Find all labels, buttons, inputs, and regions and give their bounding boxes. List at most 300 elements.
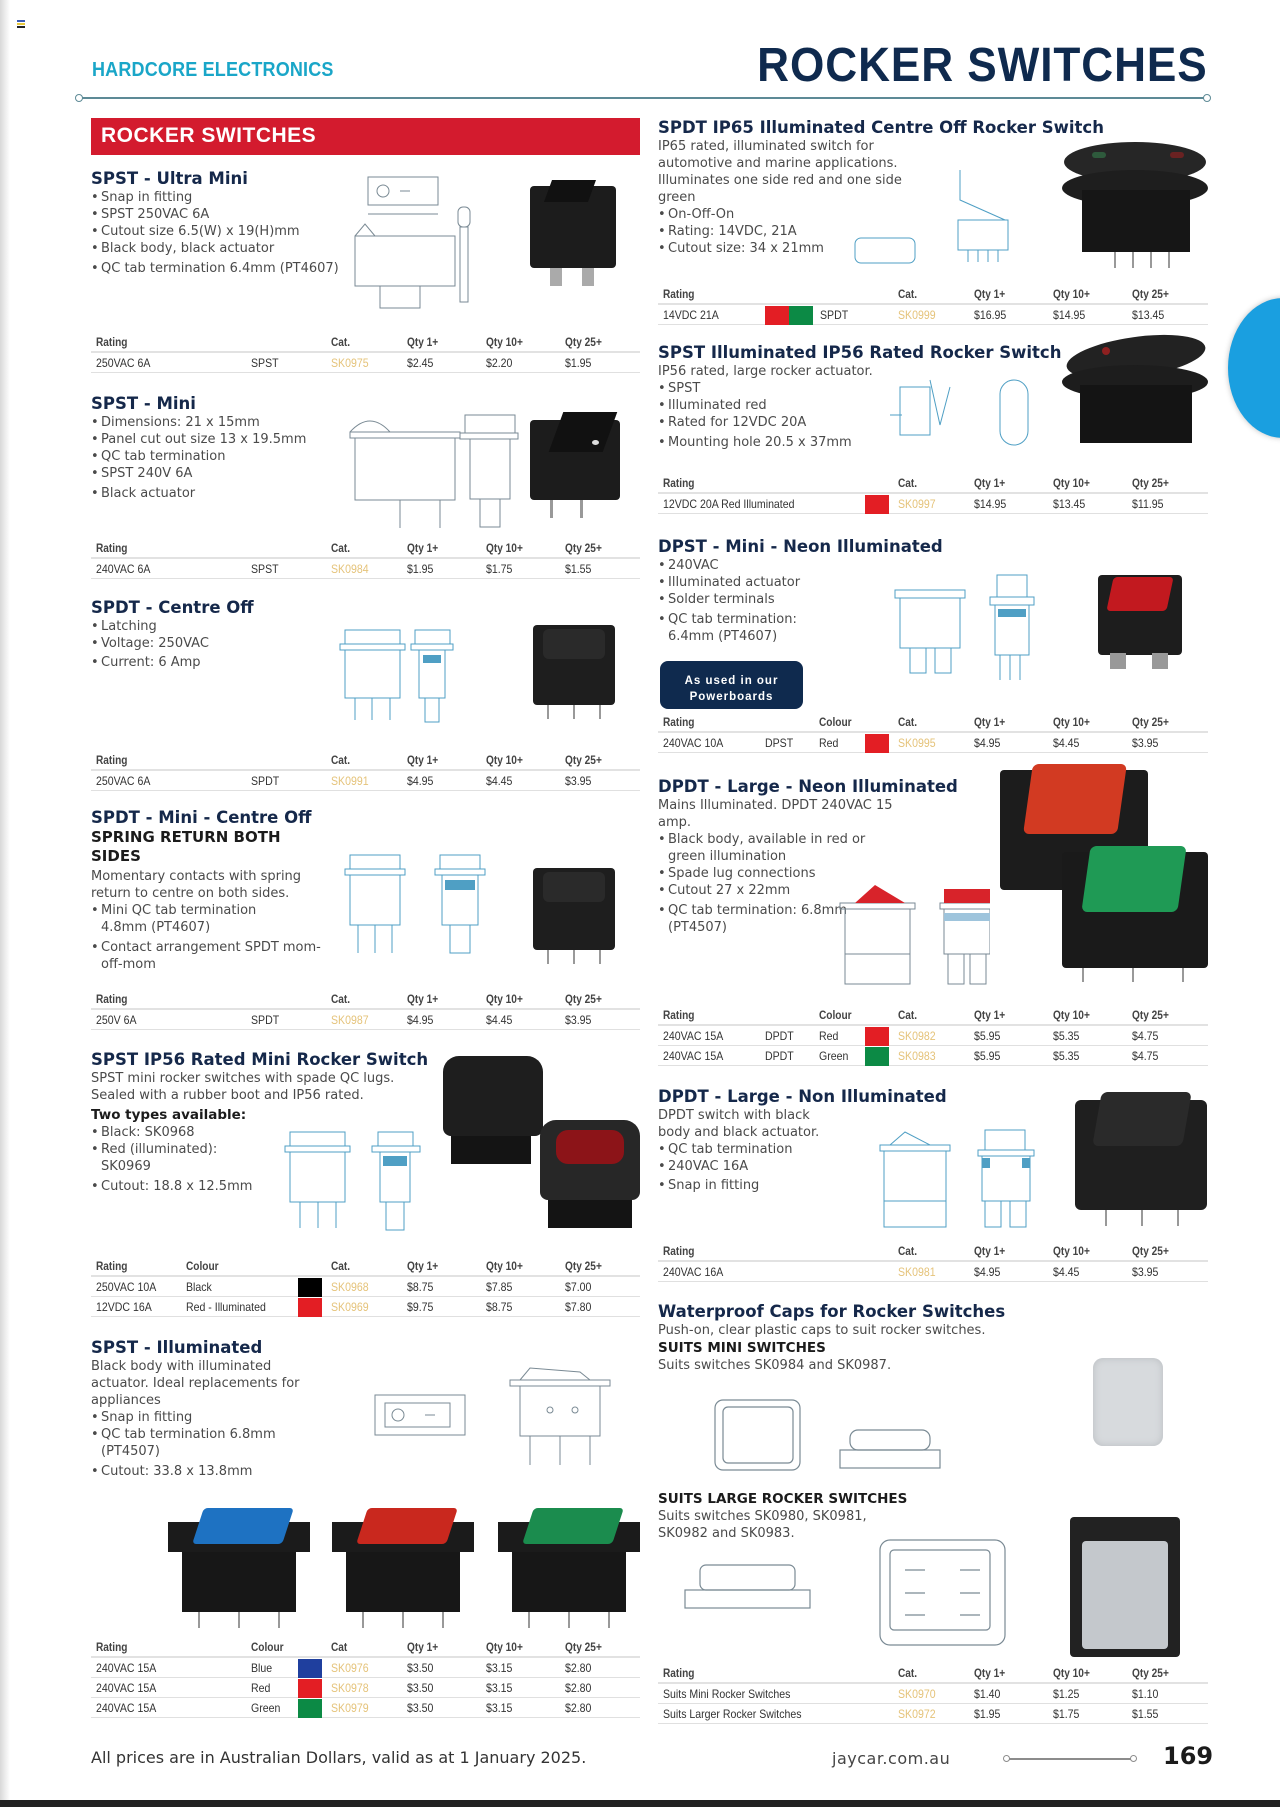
col-cat: Cat.: [331, 755, 351, 767]
col-qty25: Qty 25+: [565, 1642, 602, 1654]
table-header-row: [91, 990, 640, 1010]
product-photo-dpdt-neon-green: [1062, 852, 1208, 968]
table-row: [658, 733, 1208, 753]
col-cat: Cat.: [898, 1246, 918, 1258]
col-qty1: Qty 1+: [407, 1261, 439, 1273]
table-header-row: [658, 1006, 1208, 1026]
col-qty1: Qty 1+: [974, 1668, 1006, 1680]
feature-item: • QC tab termination 6.8mm (PT4507): [91, 1426, 331, 1460]
header-divider: [78, 97, 1208, 99]
cat-code-link[interactable]: SK0979: [331, 1701, 369, 1715]
feature-item: • Rating: 14VDC, 21A: [658, 223, 1098, 240]
col-qty10: Qty 10+: [1053, 717, 1090, 729]
rating-cell: 240VAC 15A: [663, 1049, 724, 1063]
feature-item: • QC tab termination: 6.4mm (PT4607): [658, 611, 823, 645]
page-title: ROCKER SWITCHES: [757, 39, 1208, 92]
rating-cell: 12VDC 16A: [96, 1300, 152, 1314]
price-qty1: $3.50: [407, 1661, 434, 1675]
price-qty1: $2.45: [407, 356, 434, 370]
price-table: [658, 1242, 1208, 1282]
footer-divider: [1006, 1758, 1134, 1760]
col-colour: Colour: [819, 717, 852, 729]
product-title: DPDT - Large - Neon Illuminated: [658, 777, 958, 796]
colour-swatch-red: [865, 495, 889, 514]
price-qty25: $1.95: [565, 356, 592, 370]
col-colour: Colour: [251, 1642, 284, 1654]
col-qty1: Qty 1+: [974, 717, 1006, 729]
col-rating: Rating: [96, 1261, 128, 1273]
price-qty25: $1.55: [565, 562, 592, 576]
dimension-drawing: [820, 875, 990, 995]
price-disclaimer: All prices are in Australian Dollars, valid as at 1 January 2025.: [91, 1748, 587, 1767]
product-title: SPDT - Centre Off: [91, 598, 254, 617]
price-qty1: $4.95: [407, 1013, 434, 1027]
mini-caps-label: SUITS MINI SWITCHES: [658, 1340, 826, 1356]
feature-item: • Contact arrangement SPDT mom-off-mom: [91, 939, 331, 973]
price-qty1: $14.95: [974, 497, 1007, 511]
col-qty25: Qty 25+: [1132, 717, 1169, 729]
price-qty1: $5.95: [974, 1029, 1001, 1043]
rating-cell: Suits Mini Rocker Switches: [663, 1687, 791, 1701]
price-table: [658, 1664, 1208, 1724]
col-qty10: Qty 10+: [1053, 1668, 1090, 1680]
bottom-bar: [0, 1800, 1280, 1807]
type-cell: SPDT: [251, 774, 280, 788]
product-title: DPST - Mini - Neon Illuminated: [658, 537, 943, 556]
col-qty10: Qty 10+: [486, 994, 523, 1006]
cat-code-link[interactable]: SK0991: [331, 774, 369, 788]
colour-cell: Green: [819, 1049, 849, 1063]
product-description: SPST mini rocker switches with spade QC lugs. Sealed with a rubber boot and IP56 rated.: [91, 1071, 395, 1103]
col-qty25: Qty 25+: [565, 337, 602, 349]
cat-code-link[interactable]: SK0981: [898, 1265, 936, 1279]
cat-code-link[interactable]: SK0984: [331, 562, 369, 576]
price-qty10: $3.15: [486, 1681, 513, 1695]
product-photo-illuminated-blue: [168, 1508, 310, 1618]
price-qty25: $4.75: [1132, 1049, 1159, 1063]
types-label: Two types available:: [91, 1107, 247, 1123]
product-spdt-centre-off: [91, 598, 351, 671]
price-table: [658, 713, 1208, 753]
price-table: [91, 539, 640, 579]
rating-cell: 250VAC 6A: [96, 356, 151, 370]
table-header-row: [658, 713, 1208, 733]
table-row: [658, 1026, 1208, 1046]
rating-cell: 240VAC 10A: [663, 736, 724, 750]
colour-swatch-green: [789, 306, 813, 325]
rating-cell: 240VAC 15A: [663, 1029, 724, 1043]
table-header-row: [91, 539, 640, 559]
product-description: IP65 rated, illuminated switch for automotive and marine applications. Illuminates one side red and one side green: [658, 139, 902, 205]
product-spst-ultra-mini: [91, 169, 351, 277]
table-row: [91, 1277, 640, 1297]
product-waterproof-caps: [658, 1302, 1058, 1374]
price-qty25: $2.80: [565, 1681, 592, 1695]
feature-list: [91, 414, 351, 502]
product-photo-spst-mini: [530, 420, 620, 500]
col-rating: Rating: [663, 717, 695, 729]
col-cat: Cat.: [898, 717, 918, 729]
dimension-drawing-large-cap: [675, 1525, 1075, 1655]
price-qty25: $2.80: [565, 1661, 592, 1675]
product-photo-spst-ultra-mini: [530, 186, 616, 268]
colour-cell: Blue: [251, 1661, 273, 1675]
feature-item: • Mounting hole 20.5 x 37mm: [658, 434, 1038, 451]
feature-list: [91, 189, 351, 277]
product-title: SPDT - Mini - Centre Off: [91, 808, 312, 827]
rating-cell: 240VAC 6A: [96, 562, 151, 576]
product-photo-illuminated-green: [498, 1508, 640, 1618]
product-photo-dpdt-large-non: [1075, 1100, 1207, 1210]
rating-cell: Suits Larger Rocker Switches: [663, 1707, 802, 1721]
dimension-drawing: [320, 845, 500, 970]
col-qty1: Qty 1+: [974, 1246, 1006, 1258]
col-qty25: Qty 25+: [1132, 1010, 1169, 1022]
product-description: Momentary contacts with spring return to centre on both sides.: [91, 869, 302, 901]
table-row: [91, 559, 640, 579]
website-link[interactable]: jaycar.com.au: [832, 1749, 951, 1768]
price-qty1: $8.75: [407, 1280, 434, 1294]
feature-item: • Illuminated actuator: [658, 574, 823, 591]
dimension-drawing: [850, 160, 1020, 270]
cat-code-link[interactable]: SK0968: [331, 1280, 369, 1294]
col-qty1: Qty 1+: [407, 994, 439, 1006]
cat-code-link[interactable]: SK0983: [898, 1049, 936, 1063]
product-spst-mini: [91, 394, 351, 502]
table-header-row: [658, 1664, 1208, 1684]
table-header-row: [91, 1638, 640, 1658]
product-title: SPST - Ultra Mini: [91, 169, 248, 188]
col-qty25: Qty 25+: [565, 755, 602, 767]
col-rating: Rating: [663, 1668, 695, 1680]
col-cat: Cat.: [898, 478, 918, 490]
feature-item: • Solder terminals: [658, 591, 823, 608]
colour-cell: Red: [251, 1681, 271, 1695]
page-edge-shadow: [0, 0, 10, 1807]
feature-item: • Mini QC tab termination 4.8mm (PT4607): [91, 902, 331, 936]
col-qty25: Qty 25+: [565, 1261, 602, 1273]
price-qty10: $4.45: [1053, 1265, 1080, 1279]
page-number: 169: [1163, 1742, 1214, 1770]
price-table: [658, 474, 1208, 514]
rating-cell: 240VAC 15A: [96, 1681, 157, 1695]
feature-item: • QC tab termination 6.4mm (PT4607): [91, 260, 351, 277]
price-qty25: $1.10: [1132, 1687, 1159, 1701]
table-row: [91, 353, 640, 373]
type-cell: SPDT: [251, 1013, 280, 1027]
price-qty1: $1.95: [407, 562, 434, 576]
price-table: [658, 1006, 1208, 1066]
table-header-row: [658, 1242, 1208, 1262]
col-rating: Rating: [96, 543, 128, 555]
dimension-drawing: [370, 1350, 640, 1470]
dimension-drawing: [335, 172, 485, 312]
col-cat: Cat.: [331, 543, 351, 555]
table-row: [658, 494, 1208, 514]
cat-code-link[interactable]: SK0969: [331, 1300, 369, 1314]
powerboards-badge[interactable]: [660, 661, 803, 709]
col-qty10: Qty 10+: [1053, 289, 1090, 301]
product-description: IP56 rated, large rocker actuator.: [658, 364, 873, 379]
colour-swatch-red: [298, 1679, 322, 1698]
price-qty25: $3.95: [1132, 736, 1159, 750]
rating-cell: 250VAC 6A: [96, 774, 151, 788]
colour-swatch-red: [765, 306, 789, 325]
feature-list: [658, 557, 823, 645]
col-qty1: Qty 1+: [407, 1642, 439, 1654]
cat-code-link[interactable]: SK0999: [898, 308, 936, 322]
price-qty1: $3.50: [407, 1701, 434, 1715]
price-qty10: $4.45: [486, 1013, 513, 1027]
price-table: [91, 1638, 640, 1718]
price-qty10: $2.20: [486, 356, 513, 370]
rating-cell: 240VAC 15A: [96, 1661, 157, 1675]
colour-cell: Green: [251, 1701, 281, 1715]
product-title: Waterproof Caps for Rocker Switches: [658, 1302, 1006, 1321]
cat-code-link[interactable]: SK0975: [331, 356, 369, 370]
dimension-drawing: [320, 410, 520, 535]
product-description: DPDT switch with black body and black actuator.: [658, 1108, 820, 1140]
price-qty1: $9.75: [407, 1300, 434, 1314]
col-rating: Rating: [663, 1246, 695, 1258]
product-description: Push-on, clear plastic caps to suit rocker switches.: [658, 1323, 986, 1338]
menu-icon[interactable]: [17, 20, 25, 28]
col-qty10: Qty 10+: [1053, 1246, 1090, 1258]
col-qty1: Qty 1+: [974, 1010, 1006, 1022]
col-qty25: Qty 25+: [1132, 1246, 1169, 1258]
col-qty10: Qty 10+: [1053, 478, 1090, 490]
price-qty10: $1.75: [1053, 1707, 1080, 1721]
product-title: SPST - Illuminated: [91, 1338, 263, 1357]
dimension-drawing: [885, 565, 1035, 695]
col-qty10: Qty 10+: [486, 543, 523, 555]
feature-item: • Red (illuminated): SK0969: [91, 1141, 271, 1175]
price-qty1: $5.95: [974, 1049, 1001, 1063]
price-qty25: $4.75: [1132, 1029, 1159, 1043]
feature-item: • Cutout size 6.5(W) x 19(H)mm: [91, 223, 351, 240]
colour-swatch-green: [298, 1699, 322, 1718]
price-qty1: $1.95: [974, 1707, 1001, 1721]
feature-item: • Illuminated red: [658, 397, 1038, 414]
table-row: [658, 1262, 1208, 1282]
price-table: [91, 751, 640, 791]
product-photo-illuminated-red: [332, 1508, 474, 1618]
colour-swatch-blue: [298, 1659, 322, 1678]
colour-cell: Red: [819, 1029, 839, 1043]
col-cat: Cat: [331, 1642, 348, 1654]
col-rating: Rating: [663, 478, 695, 490]
product-photo-spdt-ip65: [1062, 142, 1208, 262]
cat-code-link[interactable]: SK0995: [898, 736, 936, 750]
colour-cell: Black: [186, 1280, 212, 1294]
col-colour: Colour: [819, 1010, 852, 1022]
feature-item: • Rated for 12VDC 20A: [658, 414, 1038, 431]
rating-cell: 240VAC 16A: [663, 1265, 724, 1279]
col-qty10: Qty 10+: [486, 1642, 523, 1654]
price-qty10: $3.15: [486, 1701, 513, 1715]
product-title: SPST IP56 Rated Mini Rocker Switch: [91, 1050, 429, 1069]
col-qty1: Qty 1+: [407, 755, 439, 767]
product-title: SPST - Mini: [91, 394, 196, 413]
product-title: DPDT - Large - Non Illuminated: [658, 1087, 947, 1106]
cat-code-link[interactable]: SK0987: [331, 1013, 369, 1027]
price-qty10: $1.75: [486, 562, 513, 576]
col-colour: Colour: [186, 1261, 219, 1273]
product-title: SPST Illuminated IP56 Rated Rocker Switch: [658, 343, 1062, 362]
dimension-drawing: [268, 1120, 438, 1245]
colour-swatch-red: [865, 1027, 889, 1046]
dimension-drawing: [315, 620, 455, 740]
product-photo-spdt-centre-off: [533, 625, 615, 705]
price-qty25: $7.80: [565, 1300, 592, 1314]
feature-item: • QC tab termination: [91, 448, 351, 465]
table-header-row: [91, 1257, 640, 1277]
product-photo-mini-cap: [1093, 1358, 1163, 1446]
feature-item: • SPST 240V 6A: [91, 465, 351, 482]
feature-item: • Snap in fitting: [658, 1177, 858, 1194]
feature-item: • Cutout 27 x 22mm: [658, 882, 888, 899]
feature-item: • Black actuator: [91, 485, 351, 502]
product-photo-large-cap: [1070, 1517, 1180, 1657]
feature-item: • 240VAC: [658, 557, 823, 574]
rating-cell: 14VDC 21A: [663, 308, 719, 322]
section-banner: ROCKER SWITCHES: [91, 118, 640, 155]
col-qty25: Qty 25+: [1132, 289, 1169, 301]
col-cat: Cat.: [331, 337, 351, 349]
product-spdt-mini-centre-off: [91, 808, 331, 973]
product-photo-ip56-red: [540, 1120, 640, 1200]
colour-swatch-green: [865, 1047, 889, 1066]
price-qty1: $16.95: [974, 308, 1007, 322]
col-qty1: Qty 1+: [407, 543, 439, 555]
cat-code-link[interactable]: SK0976: [331, 1661, 369, 1675]
feature-list: [658, 1141, 858, 1194]
cat-code-link[interactable]: SK0997: [898, 497, 936, 511]
col-qty25: Qty 25+: [1132, 1668, 1169, 1680]
col-cat: Cat.: [898, 1668, 918, 1680]
product-description: Mains Illuminated. DPDT 240VAC 15 amp.: [658, 798, 893, 830]
feature-item: • Snap in fitting: [91, 189, 351, 206]
feature-list: [91, 1124, 271, 1195]
price-qty10: $4.45: [1053, 736, 1080, 750]
col-rating: Rating: [663, 1010, 695, 1022]
cat-code-link[interactable]: SK0970: [898, 1687, 936, 1701]
product-photo-spdt-mini-centre-off: [533, 868, 615, 950]
col-cat: Cat.: [331, 994, 351, 1006]
type-cell: DPDT: [765, 1049, 794, 1063]
col-rating: Rating: [96, 337, 128, 349]
price-qty10: $14.95: [1053, 308, 1086, 322]
table-row: [91, 1010, 640, 1030]
price-qty1: $4.95: [974, 1265, 1001, 1279]
col-rating: Rating: [663, 289, 695, 301]
brand-label: HARDCORE ELECTRONICS: [92, 59, 334, 81]
feature-item: • Current: 6 Amp: [91, 654, 351, 671]
rating-cell: 250V 6A: [96, 1013, 137, 1027]
cat-code-link[interactable]: SK0972: [898, 1707, 936, 1721]
price-qty1: $4.95: [974, 736, 1001, 750]
price-qty25: $1.55: [1132, 1707, 1159, 1721]
col-qty1: Qty 1+: [974, 478, 1006, 490]
feature-item: • Snap in fitting: [91, 1409, 331, 1426]
feature-item: • Dimensions: 21 x 15mm: [91, 414, 351, 431]
product-title: SPDT IP65 Illuminated Centre Off Rocker Switch: [658, 118, 1104, 137]
price-qty10: $7.85: [486, 1280, 513, 1294]
large-caps-description: Suits switches SK0980, SK0981, SK0982 and SK0983.: [658, 1509, 867, 1541]
feature-item: • Cutout: 18.8 x 12.5mm: [91, 1178, 271, 1195]
type-cell: DPDT: [765, 1029, 794, 1043]
feature-item: • Black body, black actuator: [91, 240, 351, 257]
product-subtitle: SPRING RETURN BOTH SIDES: [91, 828, 281, 865]
feature-item: • QC tab termination: 6.8mm (PT4507): [658, 902, 888, 936]
table-row: [91, 1658, 640, 1678]
price-qty10: $8.75: [486, 1300, 513, 1314]
colour-cell: Red: [819, 736, 839, 750]
dimension-drawing-mini-cap: [685, 1395, 985, 1485]
feature-list: [91, 1409, 331, 1480]
table-row: [91, 1297, 640, 1317]
side-tab-marker: [1228, 298, 1280, 438]
price-qty1: $1.40: [974, 1687, 1001, 1701]
feature-item: • Spade lug connections: [658, 865, 888, 882]
feature-item: • Latching: [91, 618, 351, 635]
product-dpst-mini-neon: [658, 537, 943, 645]
price-qty10: $5.35: [1053, 1029, 1080, 1043]
feature-item: • Cutout size: 34 x 21mm: [658, 240, 1098, 257]
type-cell: SPDT: [820, 308, 849, 322]
cat-code-link[interactable]: SK0978: [331, 1681, 369, 1695]
large-caps-label: SUITS LARGE ROCKER SWITCHES: [658, 1491, 908, 1507]
badge-line-1: As used in our: [684, 674, 779, 687]
table-row: [658, 1684, 1208, 1704]
price-qty25: $3.95: [1132, 1265, 1159, 1279]
colour-swatch-red: [298, 1298, 322, 1317]
type-cell: SPST: [251, 356, 279, 370]
col-cat: Cat.: [898, 289, 918, 301]
rating-cell: 240VAC 15A: [96, 1701, 157, 1715]
table-header-row: [658, 285, 1208, 305]
col-qty25: Qty 25+: [565, 543, 602, 555]
colour-swatch-red: [865, 734, 889, 753]
colour-swatch-black: [298, 1278, 322, 1297]
price-qty10: $4.45: [486, 774, 513, 788]
col-qty10: Qty 10+: [486, 337, 523, 349]
col-qty25: Qty 25+: [1132, 478, 1169, 490]
feature-item: • 240VAC 16A: [658, 1158, 858, 1175]
col-qty10: Qty 10+: [486, 755, 523, 767]
table-row: [658, 305, 1208, 325]
feature-item: • Cutout: 33.8 x 13.8mm: [91, 1463, 331, 1480]
cat-code-link[interactable]: SK0982: [898, 1029, 936, 1043]
feature-item: • SPST: [658, 380, 1038, 397]
rating-cell: 12VDC 20A Red Illuminated: [663, 497, 795, 511]
rating-cell: 250VAC 10A: [96, 1280, 157, 1294]
dimension-drawing: [890, 375, 1030, 455]
price-qty1: $3.50: [407, 1681, 434, 1695]
mini-caps-description: Suits switches SK0984 and SK0987.: [658, 1358, 892, 1373]
table-row: [91, 1678, 640, 1698]
type-cell: SPST: [251, 562, 279, 576]
feature-item: • QC tab termination: [658, 1141, 858, 1158]
col-cat: Cat.: [331, 1261, 351, 1273]
table-row: [91, 771, 640, 791]
price-qty1: $4.95: [407, 774, 434, 788]
price-table: [91, 990, 640, 1030]
feature-item: • On-Off-On: [658, 206, 1098, 223]
table-header-row: [91, 751, 640, 771]
col-rating: Rating: [96, 755, 128, 767]
col-qty25: Qty 25+: [565, 994, 602, 1006]
